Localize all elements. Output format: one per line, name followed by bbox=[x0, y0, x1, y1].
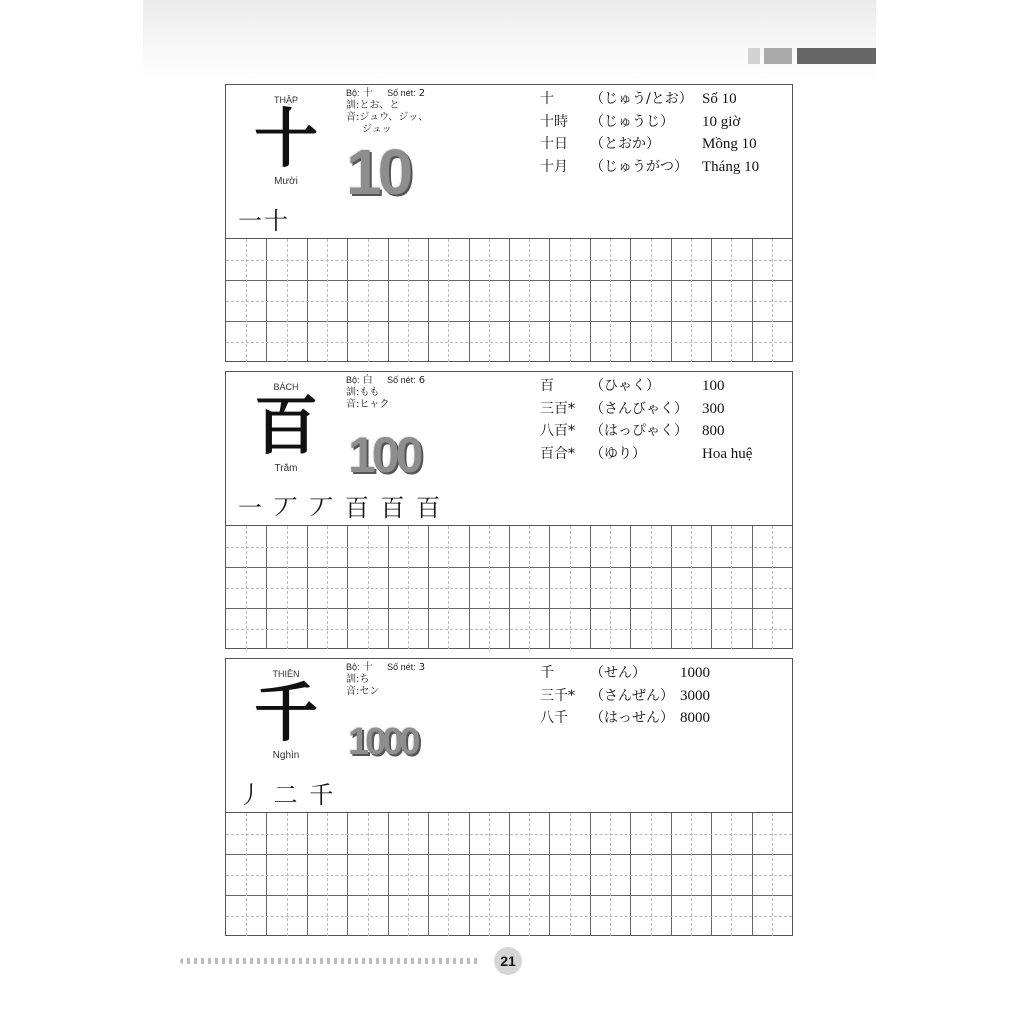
grid-line bbox=[226, 321, 792, 322]
grid-guide bbox=[226, 301, 792, 302]
vocab-row bbox=[540, 420, 790, 443]
vocab-meaning: Hoa huệ bbox=[702, 445, 753, 462]
vocab-row bbox=[540, 662, 790, 685]
vocab-word: 百合* bbox=[540, 445, 575, 462]
kanji-meaning: Trăm bbox=[274, 463, 298, 474]
kun-label: 訓: bbox=[346, 100, 360, 111]
vocab-meaning: 100 bbox=[702, 378, 725, 394]
vocab-reading: （とおか） bbox=[590, 136, 660, 152]
hanviet-reading: THẬP bbox=[273, 95, 298, 105]
grid-guide bbox=[226, 588, 792, 589]
number-graphic: 10 bbox=[346, 136, 410, 208]
vocab-list bbox=[540, 662, 790, 730]
on-label: 音: bbox=[346, 112, 360, 123]
hanviet-reading: BÁCH bbox=[273, 382, 299, 392]
stroke-order: 一十 bbox=[238, 207, 290, 235]
stroke-count-value: 2 bbox=[418, 88, 426, 99]
grid-guide bbox=[226, 875, 792, 876]
vocab-row bbox=[540, 398, 790, 421]
radical-value: 十 bbox=[362, 662, 373, 673]
stroke-count-label: Số nét: bbox=[387, 375, 416, 385]
practice-grid bbox=[226, 525, 792, 649]
vocab-reading: （じゅうがつ） bbox=[590, 158, 688, 175]
grid-line bbox=[226, 567, 792, 568]
radical-label: Bộ: bbox=[346, 375, 360, 385]
vocab-word: 十 bbox=[540, 91, 554, 107]
header-decor-bar bbox=[748, 48, 760, 64]
stroke-count-value: 6 bbox=[418, 375, 426, 386]
kun-label: 訓: bbox=[346, 674, 360, 685]
kanji-character: 十 bbox=[254, 103, 318, 177]
kanji-card-thap bbox=[225, 84, 793, 362]
stroke-count-value: 3 bbox=[418, 662, 426, 673]
grid-guide bbox=[226, 260, 792, 261]
vocab-row bbox=[540, 88, 790, 111]
kanji-character: 千 bbox=[254, 677, 318, 751]
grid-guide bbox=[226, 834, 792, 835]
grid-guide bbox=[226, 629, 792, 630]
vocab-reading: （じゅうじ） bbox=[590, 113, 674, 130]
grid-line bbox=[226, 854, 792, 855]
vocab-list bbox=[540, 88, 790, 178]
kanji-card-thien bbox=[225, 658, 793, 936]
header-decor-bar bbox=[797, 48, 876, 64]
stroke-count-label: Số nét: bbox=[387, 662, 416, 672]
grid-line bbox=[226, 895, 792, 896]
vocab-list bbox=[540, 375, 790, 465]
grid-line bbox=[226, 608, 792, 609]
grid-guide bbox=[226, 547, 792, 548]
vocab-reading: （さんぜん） bbox=[590, 687, 674, 704]
kanji-meaning: Nghìn bbox=[272, 750, 300, 761]
kanji-card-bach bbox=[225, 371, 793, 649]
radical-value: 白 bbox=[362, 375, 373, 386]
radical-label: Bộ: bbox=[346, 662, 360, 672]
vocab-row bbox=[540, 111, 790, 134]
kanji-info bbox=[346, 87, 466, 136]
vocab-word: 十月 bbox=[540, 158, 568, 175]
vocab-word: 三千* bbox=[540, 687, 575, 704]
vocab-meaning: 300 bbox=[702, 400, 725, 417]
vocab-meaning: 1000 bbox=[680, 665, 710, 681]
kanji-info bbox=[346, 374, 466, 411]
vocab-meaning: 8000 bbox=[680, 710, 710, 726]
vocab-word: 八百* bbox=[540, 423, 575, 439]
vocab-row bbox=[540, 156, 790, 179]
page-footer-dots bbox=[180, 958, 480, 964]
on-reading: ジュウ、ジッ、 bbox=[359, 112, 429, 123]
vocab-word: 八千 bbox=[540, 710, 568, 726]
vocab-reading: （せん） bbox=[590, 665, 646, 681]
kanji-card-header bbox=[226, 85, 792, 238]
vocab-row bbox=[540, 375, 790, 398]
radical-label: Bộ: bbox=[346, 88, 360, 98]
vocab-meaning: Mồng 10 bbox=[702, 136, 757, 152]
vocab-word: 百 bbox=[540, 378, 554, 394]
vocab-reading: （ゆり） bbox=[590, 445, 646, 462]
header-decor-bar bbox=[764, 48, 792, 64]
vocab-word: 千 bbox=[540, 665, 554, 681]
on-reading-cont: ジュッ bbox=[362, 124, 392, 135]
grid-line bbox=[226, 280, 792, 281]
vocab-row bbox=[540, 685, 790, 708]
kun-label: 訓: bbox=[346, 387, 360, 398]
vocab-row bbox=[540, 707, 790, 730]
kanji-card-header bbox=[226, 372, 792, 525]
vocab-reading: （ひゃく） bbox=[590, 378, 660, 394]
kanji-meaning: Mười bbox=[274, 176, 298, 187]
kun-reading: とお、と bbox=[359, 100, 400, 111]
grid-guide bbox=[226, 342, 792, 343]
stroke-order: 丿 二 千 bbox=[238, 781, 336, 809]
vocab-reading: （はっぴゃく） bbox=[590, 423, 688, 439]
vocab-word: 十日 bbox=[540, 136, 568, 152]
number-graphic: 1000 bbox=[348, 721, 417, 763]
vocab-reading: （さんびゃく） bbox=[590, 400, 688, 417]
vocab-meaning: 800 bbox=[702, 423, 725, 439]
vocab-reading: （じゅう/とお） bbox=[590, 91, 693, 107]
vocab-word: 十時 bbox=[540, 113, 568, 130]
grid-guide bbox=[226, 916, 792, 917]
on-reading: セン bbox=[359, 686, 380, 697]
stroke-count-label: Số nét: bbox=[387, 88, 416, 98]
vocab-meaning: 10 giờ bbox=[702, 113, 741, 130]
practice-grid bbox=[226, 812, 792, 936]
kanji-card-header bbox=[226, 659, 792, 812]
on-label: 音: bbox=[346, 686, 360, 697]
vocab-word: 三百* bbox=[540, 400, 575, 417]
number-graphic: 100 bbox=[348, 427, 420, 483]
kun-reading: ち bbox=[359, 674, 370, 685]
on-reading: ヒャク bbox=[359, 399, 390, 410]
hanviet-reading: THIÊN bbox=[272, 669, 300, 679]
vocab-row bbox=[540, 443, 790, 466]
vocab-row bbox=[540, 133, 790, 156]
page-number: 21 bbox=[494, 947, 522, 975]
kanji-info bbox=[346, 661, 466, 698]
kun-reading: もも bbox=[359, 387, 380, 398]
vocab-meaning: Tháng 10 bbox=[702, 158, 760, 175]
vocab-reading: （はっせん） bbox=[590, 710, 674, 726]
vocab-meaning: Số 10 bbox=[702, 91, 737, 107]
radical-value: 十 bbox=[362, 88, 373, 99]
stroke-order: 一 丆 丆 百 百 百 bbox=[238, 494, 443, 522]
practice-grid bbox=[226, 238, 792, 362]
on-label: 音: bbox=[346, 399, 360, 410]
vocab-meaning: 3000 bbox=[680, 687, 710, 704]
kanji-character: 百 bbox=[254, 390, 318, 464]
page-header-fade bbox=[143, 0, 876, 80]
